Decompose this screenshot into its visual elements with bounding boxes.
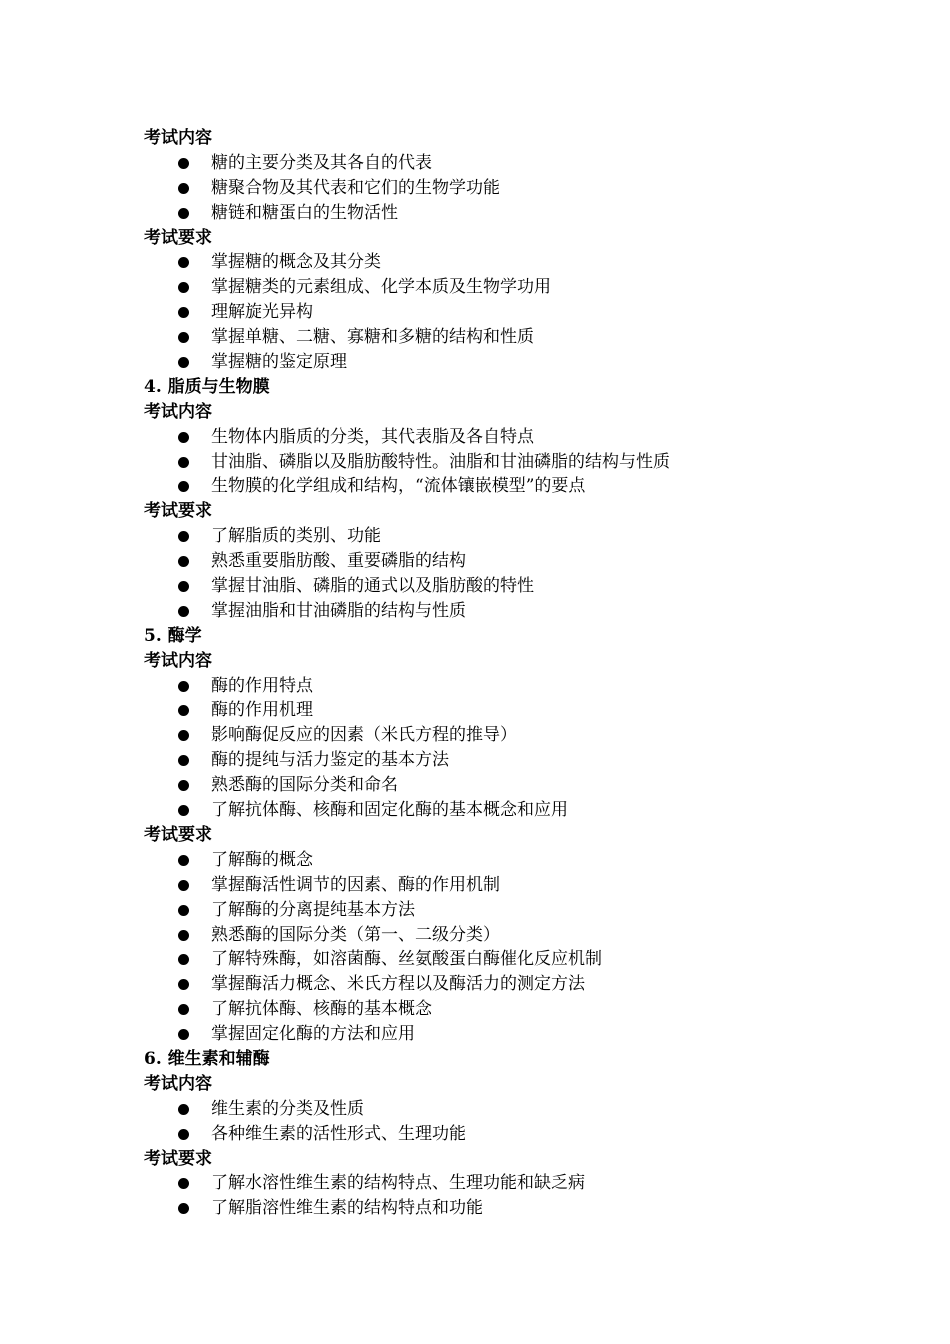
- bullet-icon: [178, 606, 189, 617]
- bullet-icon: [178, 1029, 189, 1040]
- section-heading: [0, 1072, 950, 1097]
- bullet-item: [0, 748, 950, 773]
- section-heading: [0, 1147, 950, 1172]
- bullet-item-text: 掌握固定化酶的方法和应用: [211, 1024, 415, 1045]
- bullet-item: [0, 350, 950, 375]
- bullet-icon: [178, 481, 189, 492]
- section-heading-text: 考试要求: [144, 824, 212, 845]
- section-heading: [0, 400, 950, 425]
- bullet-item-text: 掌握单糖、二糖、寡糖和多糖的结构和性质: [211, 327, 534, 348]
- bullet-icon: [178, 880, 189, 891]
- bullet-item: [0, 151, 950, 176]
- bullet-item-text: 生物膜的化学组成和结构，“流体镶嵌模型”的要点: [211, 476, 586, 497]
- bullet-item-text: 了解水溶性维生素的结构特点、生理功能和缺乏病: [211, 1173, 585, 1194]
- bullet-item-text: 了解酶的分离提纯基本方法: [211, 899, 415, 920]
- bullet-item-text: 了解特殊酶，如溶菌酶、丝氨酸蛋白酶催化反应机制: [211, 949, 602, 970]
- section-heading-text: 考试内容: [144, 401, 212, 422]
- bullet-icon: [178, 705, 189, 716]
- bullet-item: [0, 450, 950, 475]
- bullet-item: [0, 723, 950, 748]
- bullet-item-text: 维生素的分类及性质: [211, 1098, 364, 1119]
- bullet-icon: [178, 257, 189, 268]
- bullet-item-text: 各种维生素的活性形式、生理功能: [211, 1123, 466, 1144]
- bullet-item: [0, 1196, 950, 1221]
- bullet-item: [0, 549, 950, 574]
- section-heading-text: 4. 脂质与生物膜: [144, 376, 270, 397]
- section-heading-text: 考试内容: [144, 650, 212, 671]
- bullet-item: [0, 425, 950, 450]
- bullet-item-text: 了解酶的概念: [211, 849, 313, 870]
- section-heading: [0, 1047, 950, 1072]
- bullet-item: [0, 898, 950, 923]
- bullet-item-text: 甘油脂、磷脂以及脂肪酸特性。油脂和甘油磷脂的结构与性质: [211, 451, 670, 472]
- bullet-item: [0, 250, 950, 275]
- bullet-icon: [178, 531, 189, 542]
- bullet-item-text: 熟悉酶的国际分类（第一、二级分类）: [211, 924, 500, 945]
- bullet-icon: [178, 905, 189, 916]
- section-heading-text: 考试内容: [144, 1073, 212, 1094]
- bullet-item: [0, 997, 950, 1022]
- section-heading: [0, 375, 950, 400]
- bullet-icon: [178, 855, 189, 866]
- bullet-item: [0, 947, 950, 972]
- bullet-item: [0, 773, 950, 798]
- bullet-item-text: 了解抗体酶、核酶的基本概念: [211, 999, 432, 1020]
- bullet-item: [0, 1171, 950, 1196]
- bullet-icon: [178, 183, 189, 194]
- bullet-icon: [178, 930, 189, 941]
- bullet-item-text: 糖聚合物及其代表和它们的生物学功能: [211, 177, 500, 198]
- section-heading-text: 5. 酶学: [144, 625, 202, 646]
- bullet-item: [0, 923, 950, 948]
- section-heading: [0, 499, 950, 524]
- bullet-icon: [178, 282, 189, 293]
- bullet-icon: [178, 357, 189, 368]
- bullet-icon: [178, 556, 189, 567]
- bullet-icon: [178, 332, 189, 343]
- bullet-icon: [178, 730, 189, 741]
- bullet-item-text: 酶的作用机理: [211, 700, 313, 721]
- bullet-icon: [178, 432, 189, 443]
- bullet-item: [0, 674, 950, 699]
- bullet-item-text: 掌握酶活力概念、米氏方程以及酶活力的测定方法: [211, 974, 585, 995]
- bullet-icon: [178, 681, 189, 692]
- section-heading: [0, 823, 950, 848]
- bullet-icon: [178, 1203, 189, 1214]
- bullet-item-text: 生物体内脂质的分类，其代表脂及各自特点: [211, 426, 534, 447]
- bullet-item: [0, 599, 950, 624]
- section-heading-text: 考试要求: [144, 1148, 212, 1169]
- section-heading: [0, 624, 950, 649]
- bullet-item: [0, 1122, 950, 1147]
- bullet-item-text: 糖的主要分类及其各自的代表: [211, 152, 432, 173]
- bullet-item-text: 熟悉酶的国际分类和命名: [211, 775, 398, 796]
- bullet-icon: [178, 755, 189, 766]
- section-heading: [0, 226, 950, 251]
- bullet-item-text: 掌握糖的概念及其分类: [211, 252, 381, 273]
- bullet-item-text: 了解脂溶性维生素的结构特点和功能: [211, 1198, 483, 1219]
- bullet-item-text: 掌握糖类的元素组成、化学本质及生物学功用: [211, 277, 551, 298]
- bullet-item: [0, 524, 950, 549]
- bullet-item: [0, 574, 950, 599]
- bullet-item: [0, 474, 950, 499]
- bullet-icon: [178, 954, 189, 965]
- bullet-icon: [178, 1104, 189, 1115]
- section-heading: [0, 649, 950, 674]
- bullet-item: [0, 300, 950, 325]
- bullet-item-text: 理解旋光异构: [211, 302, 313, 323]
- bullet-item-text: 糖链和糖蛋白的生物活性: [211, 202, 398, 223]
- bullet-item-text: 影响酶促反应的因素（米氏方程的推导）: [211, 725, 517, 746]
- bullet-icon: [178, 208, 189, 219]
- bullet-item-text: 了解抗体酶、核酶和固定化酶的基本概念和应用: [211, 800, 568, 821]
- bullet-item-text: 掌握油脂和甘油磷脂的结构与性质: [211, 600, 466, 621]
- document-body: [0, 126, 950, 1221]
- section-heading-text: 6. 维生素和辅酶: [144, 1048, 270, 1069]
- bullet-item: [0, 1097, 950, 1122]
- bullet-icon: [178, 307, 189, 318]
- bullet-icon: [178, 805, 189, 816]
- bullet-item-text: 掌握酶活性调节的因素、酶的作用机制: [211, 874, 500, 895]
- bullet-item-text: 酶的提纯与活力鉴定的基本方法: [211, 750, 449, 771]
- section-heading-text: 考试要求: [144, 501, 212, 522]
- bullet-item: [0, 201, 950, 226]
- bullet-item: [0, 873, 950, 898]
- bullet-item: [0, 972, 950, 997]
- bullet-icon: [178, 1004, 189, 1015]
- bullet-item-text: 酶的作用特点: [211, 675, 313, 696]
- section-heading-text: 考试内容: [144, 128, 212, 148]
- bullet-icon: [178, 1178, 189, 1189]
- bullet-icon: [178, 158, 189, 169]
- section-heading-text: 考试要求: [144, 227, 212, 248]
- bullet-item: [0, 275, 950, 300]
- bullet-item: [0, 798, 950, 823]
- bullet-item: [0, 698, 950, 723]
- bullet-item-text: 了解脂质的类别、功能: [211, 526, 381, 547]
- bullet-item: [0, 176, 950, 201]
- bullet-item-text: 掌握糖的鉴定原理: [211, 352, 347, 373]
- bullet-icon: [178, 457, 189, 468]
- bullet-icon: [178, 780, 189, 791]
- bullet-item-text: 掌握甘油脂、磷脂的通式以及脂肪酸的特性: [211, 576, 534, 597]
- bullet-icon: [178, 979, 189, 990]
- section-heading: [0, 126, 950, 151]
- bullet-icon: [178, 1129, 189, 1140]
- bullet-item: [0, 848, 950, 873]
- bullet-item-text: 熟悉重要脂肪酸、重要磷脂的结构: [211, 551, 466, 572]
- bullet-icon: [178, 581, 189, 592]
- bullet-item: [0, 1022, 950, 1047]
- bullet-item: [0, 325, 950, 350]
